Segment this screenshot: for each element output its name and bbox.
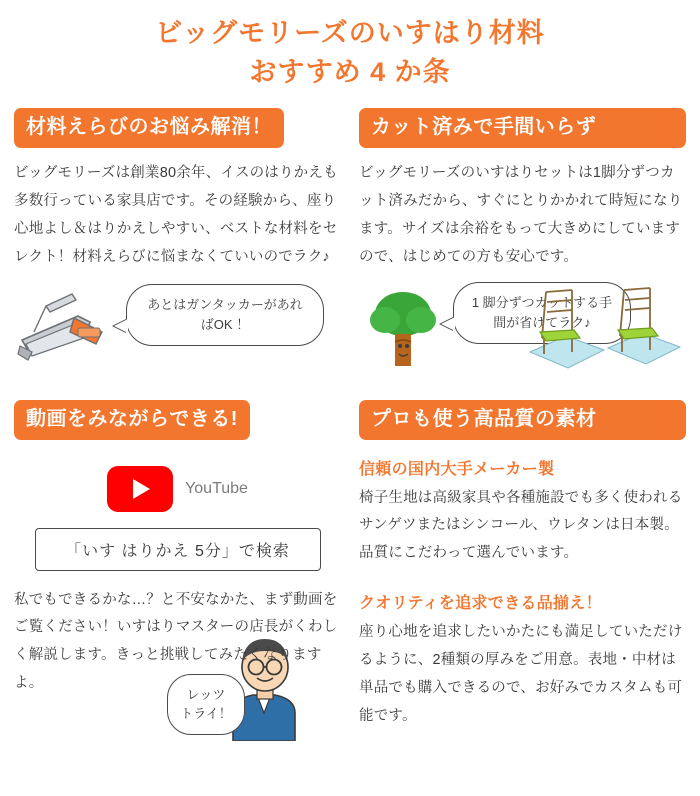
left-column bbox=[14, 108, 341, 750]
panel-4-sub-2-body: 座り心地を追求したいかたにも満足していただけるように、2種類の厚みをご用意。表地・中材は単品でも購入できるので、お好みでカスタムも可能です。 bbox=[359, 624, 683, 724]
panel-4-sub-2-title: クオリティを追求できる品揃え！ bbox=[359, 595, 602, 613]
panel-2-bubble-text: 1 脚分ずつカットする手間が省けてラク♪ bbox=[471, 294, 613, 330]
page-title-line-1: ビッグモリーズのいすはり材料 bbox=[155, 18, 545, 48]
panel-1-bubble-text: あとはガンタッカーがあればOK ！ bbox=[147, 296, 303, 332]
chairs-icon bbox=[528, 278, 686, 378]
panel-4-sub-1-title: 信頼の国内大手メーカー製 bbox=[359, 460, 555, 478]
panel-3-heading: 動画をみながらできる! bbox=[14, 400, 250, 440]
panel-3-body-text: 私でもできるかな…？と不安なかた、まず動画をご覧ください！いすはりマスターの店長がくわしく解説します。きっと挑戦してみたくなりますよ。 bbox=[14, 591, 338, 692]
youtube-label: YouTube bbox=[185, 479, 248, 497]
panel-3-bubble-line-1: レッツ bbox=[186, 686, 226, 702]
panel-2-body bbox=[359, 160, 686, 271]
page-title bbox=[14, 0, 686, 92]
panel-1-body bbox=[14, 160, 341, 271]
panel-3-bottom bbox=[14, 587, 341, 747]
panel-3-body bbox=[14, 587, 341, 698]
panel-2-heading: カット済みで手間いらず bbox=[359, 108, 686, 148]
panel-1-illustration-area bbox=[14, 278, 341, 382]
youtube-row bbox=[14, 466, 341, 512]
right-column bbox=[359, 108, 686, 750]
panel-2-body-text: ビッグモリーズのいすはりセットは1脚分ずつカット済みだから、すぐにとりかかれて時短になります。サイズは余裕をもって大きめにしていますので、はじめての方も安心です。 bbox=[359, 165, 683, 265]
stapler-icon bbox=[16, 288, 112, 362]
panel-4-sub-1-body: 椅子生地は高級家具や各種施設でも多く使われるサンゲツまたはシンコール、ウレタンは日本製。品質にこだわって選んでいます。 bbox=[359, 489, 683, 562]
panel-1-body-text: ビッグモリーズは創業80余年、イスのはりかえも多数行っている家具店です。その経験から、座り心地よし＆はりかえしやすい、ベストな材料をセレクト！材料えらびに悩まなくていいのでラク♪ bbox=[14, 165, 338, 265]
panel-quality-material bbox=[359, 400, 686, 731]
panel-3-bubble-line-2: トライ！ bbox=[180, 706, 232, 722]
panel-material-selection bbox=[14, 108, 341, 381]
panel-1-heading: 材料えらびのお悩み解消！ bbox=[14, 108, 284, 148]
page-title-line-2: おすすめ 4 か条 bbox=[249, 57, 451, 88]
youtube-play-icon[interactable] bbox=[107, 466, 173, 512]
youtube-triangle-icon bbox=[133, 479, 150, 499]
panel-precut bbox=[359, 108, 686, 381]
panel-4-heading: プロも使う高品質の素材 bbox=[359, 400, 686, 440]
panel-2-illustration-area bbox=[359, 278, 686, 382]
content-grid bbox=[14, 108, 686, 750]
panel-video bbox=[14, 400, 341, 747]
search-keyword-box[interactable]: 「いす はりかえ 5分」で検索 bbox=[35, 528, 321, 571]
panel-1-speech-bubble bbox=[126, 284, 324, 346]
tree-icon bbox=[365, 286, 441, 370]
